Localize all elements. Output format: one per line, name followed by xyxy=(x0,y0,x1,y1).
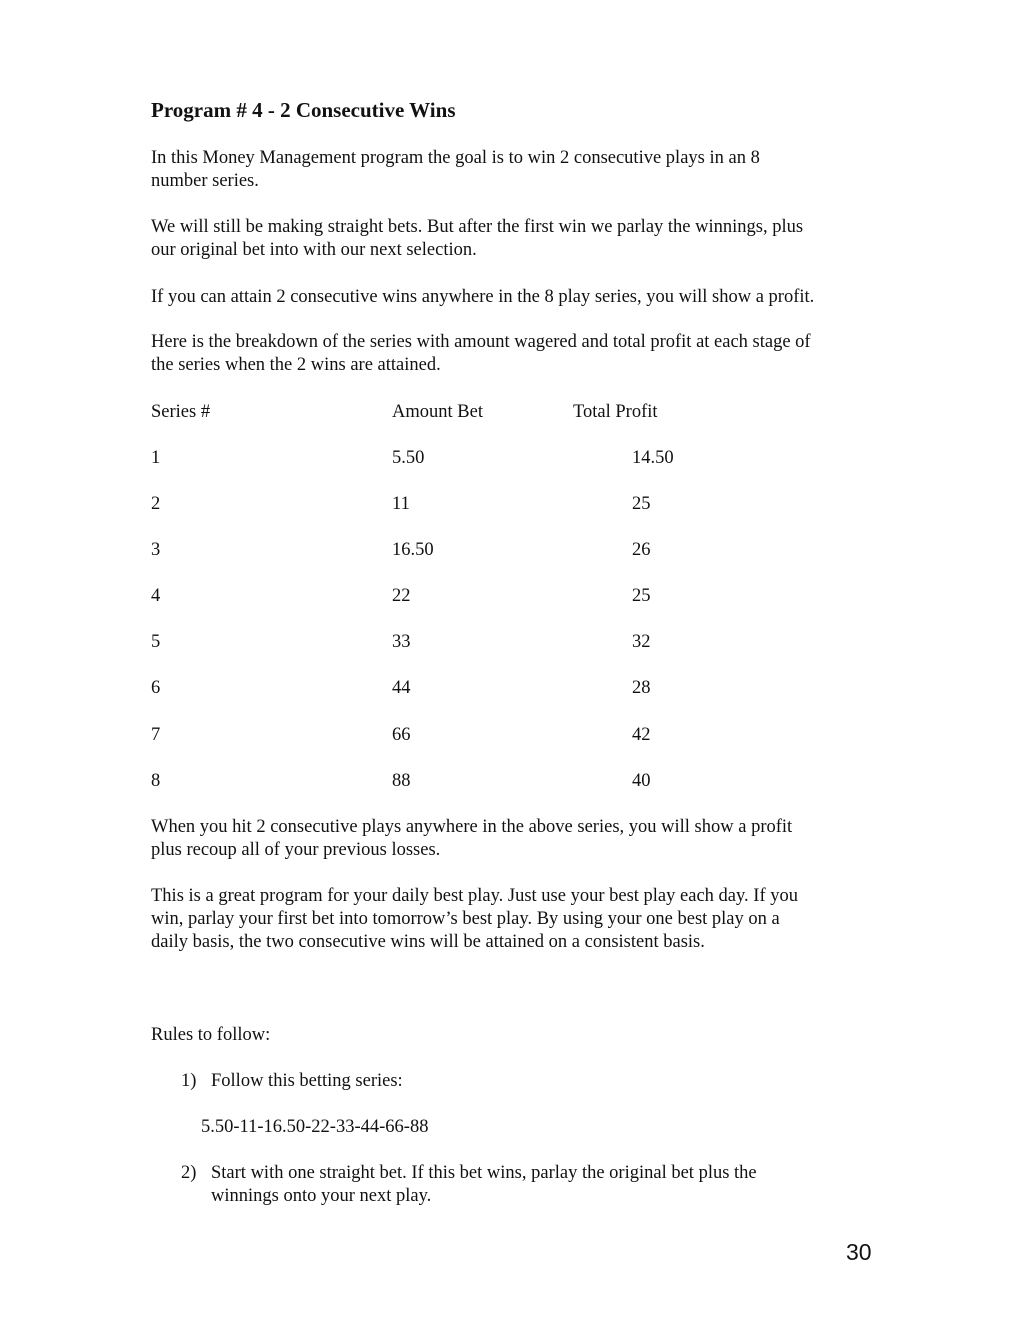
recoup-paragraph xyxy=(151,816,881,862)
table-cell-series: 7 xyxy=(151,725,161,745)
list-item-line-2: winnings onto your next play. xyxy=(211,1186,432,1206)
list-item-line-1: Start with one straight bet. If this bet wins, parlay the original bet plus the xyxy=(211,1163,757,1183)
list-item-number: 2) xyxy=(181,1163,197,1183)
table-cell-amount-bet: 66 xyxy=(392,725,411,745)
table-cell-amount-bet: 11 xyxy=(392,494,410,514)
table-cell-total-profit: 25 xyxy=(632,494,651,514)
intro-line-1: In this Money Management program the goal is to win 2 consecutive plays in an 8 xyxy=(151,148,760,168)
recoup-line-2: plus recoup all of your previous losses. xyxy=(151,840,441,860)
table-cell-amount-bet: 88 xyxy=(392,771,411,791)
table-cell-series: 1 xyxy=(151,448,161,468)
table-cell-total-profit: 32 xyxy=(632,632,651,652)
intro-paragraph xyxy=(151,147,881,193)
great-program-paragraph xyxy=(151,885,881,954)
list-item-line-1: Follow this betting series: xyxy=(211,1071,403,1091)
table-header-series: Series # xyxy=(151,402,211,422)
page-title: Program # 4 - 2 Consecutive Wins xyxy=(151,98,456,122)
table-cell-amount-bet: 5.50 xyxy=(392,448,425,468)
straight-bets-line-1: We will still be making straight bets. But after the first win we parlay the winnings, plus xyxy=(151,217,804,237)
table-cell-series: 8 xyxy=(151,771,161,791)
table-cell-amount-bet: 44 xyxy=(392,678,411,698)
table-cell-series: 6 xyxy=(151,678,161,698)
table-cell-total-profit: 14.50 xyxy=(632,448,674,468)
page-number: 30 xyxy=(846,1239,872,1265)
intro-line-2: number series. xyxy=(151,171,259,191)
table-cell-total-profit: 26 xyxy=(632,540,651,560)
straight-bets-paragraph xyxy=(151,216,881,262)
list-item-text xyxy=(211,1070,403,1093)
table-cell-total-profit: 42 xyxy=(632,725,651,745)
list-item-text xyxy=(211,1162,757,1208)
rules-heading xyxy=(151,1024,881,1047)
breakdown-paragraph xyxy=(151,331,881,377)
breakdown-line-2: the series when the 2 wins are attained. xyxy=(151,355,441,375)
breakdown-line-1: Here is the breakdown of the series with amount wagered and total profit at each stage of xyxy=(151,332,811,352)
rules-heading-text: Rules to follow: xyxy=(151,1025,271,1045)
table-cell-series: 4 xyxy=(151,586,161,606)
table-cell-series: 3 xyxy=(151,540,161,560)
straight-bets-line-2: our original bet into with our next selection. xyxy=(151,240,477,260)
table-header-amount-bet: Amount Bet xyxy=(392,402,483,422)
betting-series: 5.50-11-16.50-22-33-44-66-88 xyxy=(201,1117,429,1137)
list-item-number: 1) xyxy=(181,1071,197,1091)
table-cell-series: 2 xyxy=(151,494,161,514)
attain-line-1: If you can attain 2 consecutive wins anywhere in the 8 play series, you will show a profit. xyxy=(151,287,815,307)
table-cell-amount-bet: 22 xyxy=(392,586,411,606)
table-cell-total-profit: 40 xyxy=(632,771,651,791)
recoup-line-1: When you hit 2 consecutive plays anywhere in the above series, you will show a profit xyxy=(151,817,793,837)
attain-paragraph xyxy=(151,286,881,309)
table-cell-amount-bet: 16.50 xyxy=(392,540,434,560)
table-cell-series: 5 xyxy=(151,632,161,652)
table-cell-amount-bet: 33 xyxy=(392,632,411,652)
table-header-total-profit: Total Profit xyxy=(573,402,658,422)
table-cell-total-profit: 25 xyxy=(632,586,651,606)
great-program-line-1: This is a great program for your daily best play. Just use your best play each day. If you xyxy=(151,886,798,906)
great-program-line-3: daily basis, the two consecutive wins will be attained on a consistent basis. xyxy=(151,932,705,952)
great-program-line-2: win, parlay your first bet into tomorrow’s best play. By using your one best play on a xyxy=(151,909,780,929)
table-cell-total-profit: 28 xyxy=(632,678,651,698)
